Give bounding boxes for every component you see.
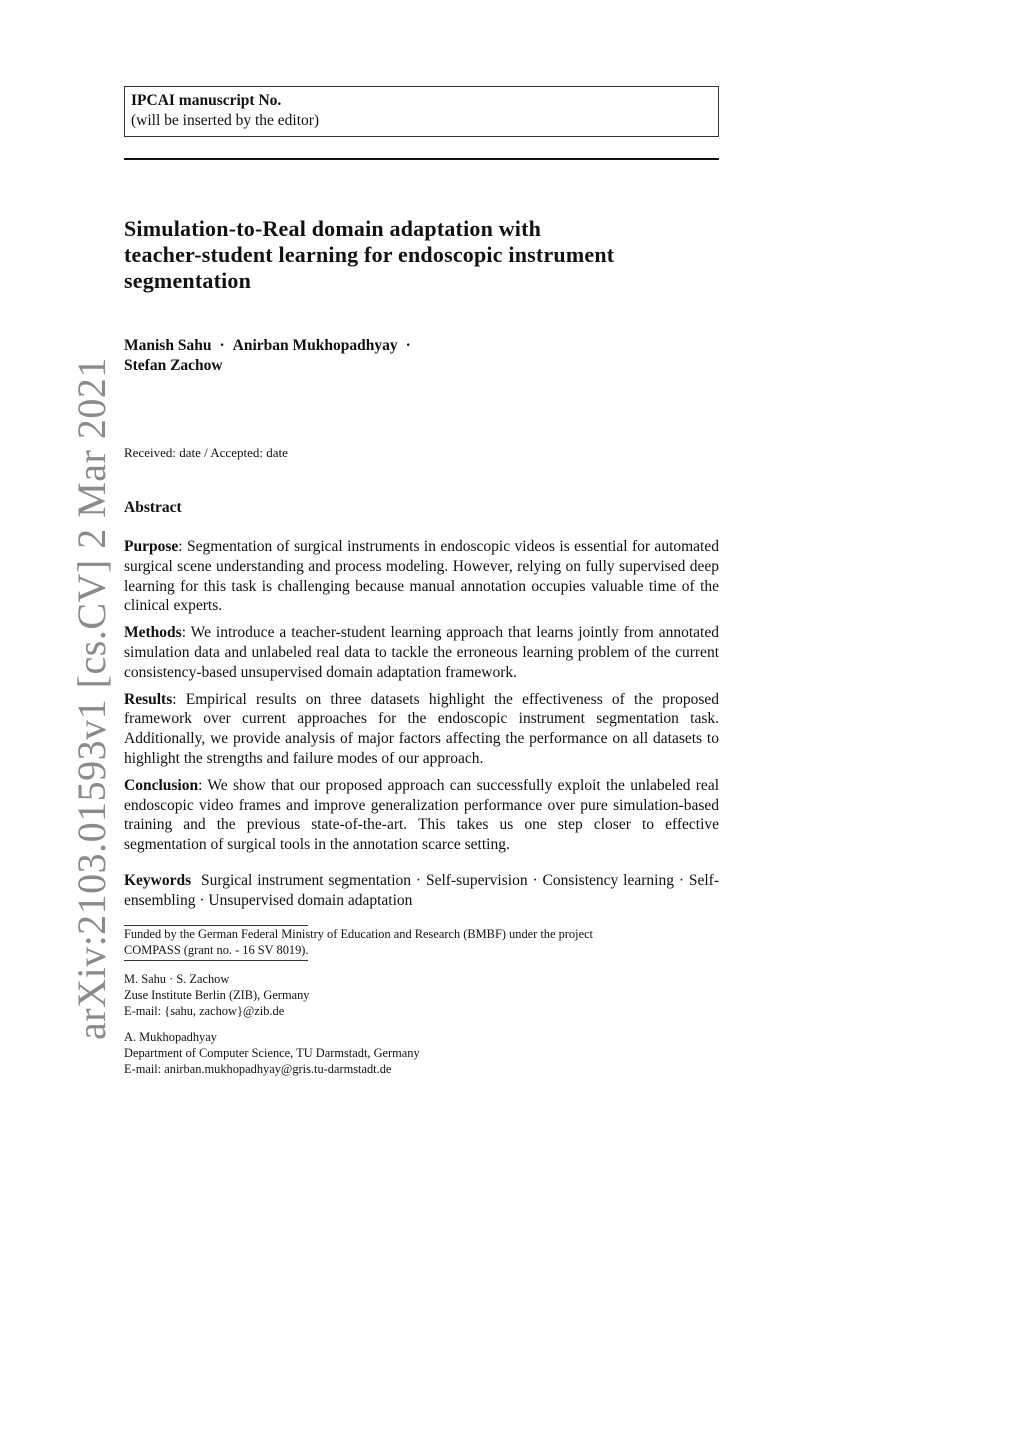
page-content [124, 86, 719, 1077]
author-line-1 [124, 336, 719, 356]
editor-box [124, 86, 719, 137]
received-date: Received: date / Accepted: date [124, 445, 288, 460]
purpose-label: Purpose [124, 538, 179, 555]
results-label: Results [124, 690, 173, 708]
affiliation-tu-darmstadt [124, 1029, 719, 1077]
title-line-2: teacher-student learning for endoscopic instrument [124, 242, 615, 267]
author-separator: · [219, 337, 225, 354]
author-separator: · [405, 337, 411, 354]
abstract-results [124, 690, 719, 769]
purpose-text: : Segmentation of surgical instruments in endoscopic videos is essential for automated surgical scene understanding and process modeling. However, relying on fully supervised deep learning for this task is challenging because manual annotation occupies valuable time of the clinical experts. [124, 538, 719, 615]
abstract-purpose [124, 537, 719, 616]
paper-title [124, 216, 719, 294]
editor-note: (will be inserted by the editor) [131, 112, 320, 129]
abstract-conclusion [124, 776, 719, 855]
manuscript-label: IPCAI manuscript No. [131, 92, 282, 109]
arxiv-side-stamp: arXiv:2103.01593v1 [cs.CV] 2 Mar 2021 [69, 357, 114, 1040]
affiliation-zib [124, 971, 719, 1019]
abstract-methods [124, 623, 719, 682]
header-rule [124, 158, 719, 160]
affil1-institute: Zuse Institute Berlin (ZIB), Germany [124, 987, 310, 1002]
affil2-email: E-mail: anirban.mukhopadhyay@gris.tu-darmstadt.de [124, 1061, 392, 1076]
author-sahu: Manish Sahu [124, 337, 212, 354]
keywords [124, 871, 719, 911]
results-text: : Empirical results on three datasets highlight the effectiveness of the proposed framework over current approaches for the endoscopic instrument segmentation task. Additionally, we provide analysis of major factors affecting the performance on all datasets to highlight the strengths and failure modes of our approach. [124, 690, 719, 767]
funding-line-1: Funded by the German Federal Ministry of Education and Research (BMBF) under the project [124, 926, 594, 941]
author-list [124, 336, 719, 376]
affil1-names: M. Sahu · S. Zachow [124, 971, 230, 986]
title-line-3: segmentation [124, 268, 252, 293]
author-zachow: Stefan Zachow [124, 357, 223, 374]
keywords-label: Keywords [124, 871, 192, 889]
keywords-text: Surgical instrument segmentation · Self-supervision · Consistency learning · Self-ensembling · Unsupervised domain adaptation [124, 871, 720, 909]
conclusion-text: : We show that our proposed approach can successfully exploit the unlabeled real endoscopic video frames and improve generalization performance over pure simulation-based training and the previous state-of-the-art. This takes us one step closer to effective segmentation of surgical tools in the annotation scarce setting. [124, 776, 719, 854]
methods-text: : We introduce a teacher-student learning approach that learns jointly from annotated simulation data and unlabeled real data to tackle the erroneous learning problem of the current consistency-based unsupervised domain adaptation framework. [124, 624, 719, 681]
footnote-separator-rule [124, 960, 308, 961]
title-line-1: Simulation-to-Real domain adaptation with [124, 216, 542, 241]
author-mukhopadhyay: Anirban Mukhopadhyay [232, 337, 398, 354]
affil1-email: E-mail: {sahu, zachow}@zib.de [124, 1003, 285, 1018]
affil2-names: A. Mukhopadhyay [124, 1029, 217, 1044]
funding-footnote [124, 926, 719, 958]
affil2-institute: Department of Computer Science, TU Darmstadt, Germany [124, 1045, 420, 1060]
funding-line-2: COMPASS (grant no. - 16 SV 8019). [124, 942, 309, 957]
conclusion-label: Conclusion [124, 776, 199, 794]
abstract-heading: Abstract [124, 499, 182, 516]
methods-label: Methods [124, 624, 182, 642]
